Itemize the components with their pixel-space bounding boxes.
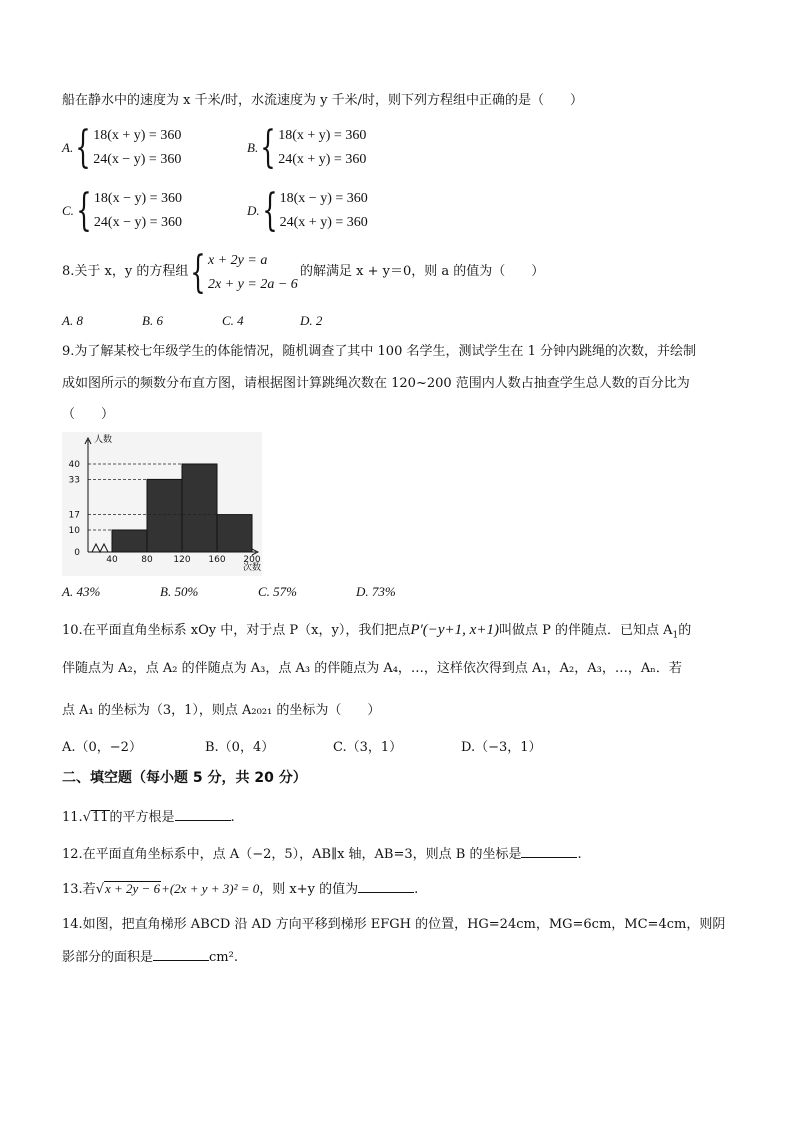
- y-tick-label: 33: [68, 475, 80, 486]
- q12-answer-blank[interactable]: [521, 843, 577, 858]
- y-tick-label: 40: [68, 460, 80, 470]
- q13-suffix: ，则 x+y 的值为: [259, 882, 359, 897]
- q8-option-c: C. 4: [222, 313, 244, 328]
- brace-icon: {: [76, 185, 92, 236]
- q14-line2-a: 影部分的面积是: [62, 950, 154, 965]
- q12: [62, 843, 582, 864]
- q8-eq1: x + 2y = a: [208, 253, 268, 268]
- q14-line1: 14.如图，把直角梯形 ABCD 沿 AD 方向平移到梯形 EFGH 的位置，HG=24cm，MG=6cm，MC=4cm，则阴: [62, 917, 726, 932]
- q8-eq2: 2x + y = 2a − 6: [208, 277, 298, 292]
- brace-icon: {: [190, 247, 206, 298]
- q11-prefix: 11.: [62, 810, 83, 825]
- x-tick-label: 200: [243, 555, 261, 565]
- brace-icon: {: [260, 122, 276, 173]
- q10-option-a: A.（0，−2）: [62, 740, 142, 755]
- histogram-bar: [112, 530, 147, 552]
- q7-b-eq1: 18(x + y) = 360: [278, 128, 367, 143]
- section-title: 二、填空题（每小题 5 分，共 20 分）: [62, 770, 307, 786]
- q7-option-c: [62, 187, 182, 235]
- q9-line1: 9.为了解某校七年级学生的体能情况，随机调查了其中 100 名学生，测试学生在 1 分钟内跳绳的次数，并绘制: [62, 344, 697, 359]
- q9-option-d: D. 73%: [356, 584, 396, 599]
- q8-suffix: 的解满足 x + y＝0，则 a 的值为（ ）: [300, 264, 545, 279]
- q13-end: .: [414, 882, 419, 897]
- q10-option-b: B.（0，4）: [205, 740, 275, 755]
- q10-line1-c: 的: [678, 623, 692, 638]
- q7-option-d-label: D.: [247, 203, 260, 218]
- q11-radicand: 11: [91, 810, 109, 825]
- q10-line2: 伴随点为 A₂，点 A₂ 的伴随点为 A₃，点 A₃ 的伴随点为 A₄，…，这样依次得到点 A₁，A₂，A₃，…，Aₙ．若: [62, 661, 682, 676]
- y-axis-label: 人数: [94, 435, 113, 445]
- histogram-bar: [147, 479, 182, 552]
- q7-option-c-label: C.: [62, 203, 74, 218]
- x-tick-label: 80: [141, 555, 153, 565]
- q10-option-c: C.（3，1）: [333, 740, 403, 755]
- q10-line3: 点 A₁ 的坐标为（3，1），则点 A₂₀₂₁ 的坐标为（ ）: [62, 703, 381, 718]
- q12-end: .: [577, 847, 582, 862]
- x-tick-label: 120: [173, 555, 191, 565]
- q11: [62, 806, 235, 827]
- q12-text: 12.在平面直角坐标系中，点 A（−2，5），AB∥x 轴，AB=3，则点 B 的坐标是: [62, 847, 522, 862]
- q13: [62, 878, 418, 899]
- x-axis-label: 次数: [242, 563, 262, 573]
- histogram-bar: [182, 464, 217, 552]
- q9-option-b: B. 50%: [160, 584, 199, 599]
- q10-line1-sub: 1: [672, 630, 679, 641]
- y-tick-label: 17: [68, 510, 80, 521]
- sqrt-icon: √: [95, 882, 104, 897]
- q13-answer-blank[interactable]: [358, 878, 414, 893]
- q9-line2: 成如图所示的频数分布直方图，请根据图计算跳绳次数在 120~200 范围内人数占抽查学生总人数的百分比为: [62, 376, 690, 391]
- q7-option-a: [62, 124, 181, 172]
- q14-line2: [62, 946, 238, 967]
- q7-option-b-label: B.: [247, 140, 259, 155]
- q13-prefix: 13.若: [62, 882, 96, 897]
- q9-option-a: A. 43%: [62, 584, 101, 599]
- q8-prefix: 8.关于 x，y 的方程组: [62, 264, 189, 279]
- q11-suffix: 的平方根是: [109, 810, 175, 825]
- q8-system: [188, 249, 298, 297]
- q7-d-eq1: 18(x − y) = 360: [279, 191, 368, 206]
- q10-option-d: D.（−3，1）: [461, 740, 542, 755]
- q10-line1: [62, 621, 691, 645]
- q9-line3: （ ）: [62, 407, 115, 422]
- q7-b-eq2: 24(x + y) = 360: [278, 152, 367, 167]
- q7-a-eq2: 24(x − y) = 360: [93, 152, 182, 167]
- q7-option-d: [247, 187, 368, 235]
- q7-c-eq2: 24(x − y) = 360: [93, 215, 183, 230]
- histogram-chart: [62, 432, 262, 576]
- x-tick-label: 40: [106, 555, 118, 565]
- q8-option-b: B. 6: [142, 313, 163, 328]
- q7-option-a-label: A.: [62, 140, 74, 155]
- q10-formula: P′(−y+1, x+1): [410, 622, 499, 638]
- brace-icon: {: [75, 122, 91, 173]
- q9-option-c: C. 57%: [258, 584, 297, 599]
- histogram-bar: [217, 515, 252, 552]
- q11-end: .: [230, 810, 235, 825]
- brace-icon: {: [261, 185, 278, 236]
- q13-radicand: x + 2y − 6: [104, 881, 161, 896]
- q10-line1-b: 叫做点 P 的伴随点．已知点 A: [498, 623, 673, 638]
- q13-mid: +(2x + y + 3)² = 0: [161, 881, 260, 896]
- sqrt-icon: √: [82, 810, 91, 825]
- x-tick-label: 160: [208, 555, 226, 565]
- q11-answer-blank[interactable]: [175, 806, 231, 821]
- q7-stem: 船在静水中的速度为 x 千米/时，水流速度为 y 千米/时，则下列方程组中正确的是（ ）: [62, 93, 583, 108]
- q8-option-a: A. 8: [62, 313, 83, 328]
- q10-line1-a: 10.在平面直角坐标系 xOy 中，对于点 P（x，y），我们把点: [62, 623, 411, 638]
- q7-option-b: [247, 124, 366, 172]
- q7-a-eq1: 18(x + y) = 360: [93, 128, 182, 143]
- q14-answer-blank[interactable]: [153, 946, 209, 961]
- q7-c-eq1: 18(x − y) = 360: [93, 191, 183, 206]
- q7-d-eq2: 24(x + y) = 360: [279, 215, 368, 230]
- q14-line2-b: cm².: [209, 950, 238, 965]
- y-tick-label: 0: [74, 548, 80, 558]
- q8-option-d: D. 2: [300, 313, 323, 328]
- y-tick-label: 10: [68, 526, 80, 536]
